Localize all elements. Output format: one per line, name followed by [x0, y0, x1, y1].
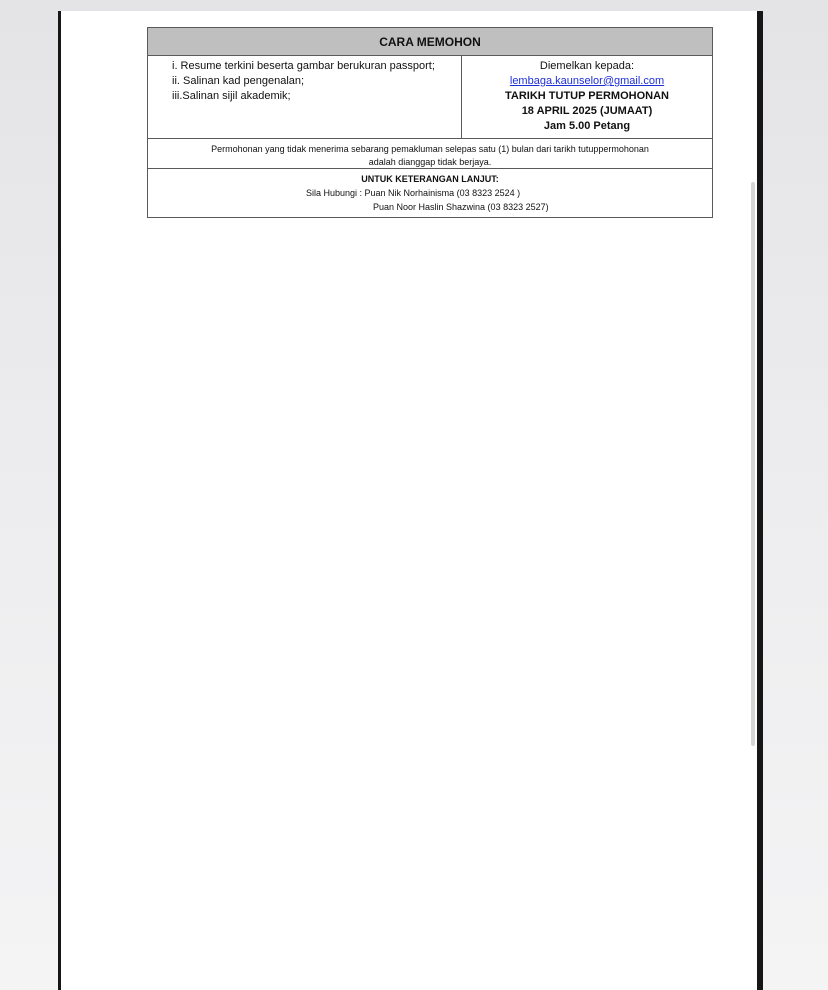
application-table [147, 27, 713, 218]
email-link[interactable]: lembaga.kaunselor@gmail.com [509, 75, 665, 87]
requirement-item: ii. Salinan kad pengenalan; [172, 75, 305, 87]
requirement-item: iii.Salinan sijil akademik; [172, 90, 291, 102]
table-header: CARA MEMOHON [148, 28, 713, 56]
scrollbar-thumb[interactable] [751, 182, 755, 746]
submission-label: Diemelkan kepada: [539, 60, 635, 72]
contact-line: Puan Noor Haslin Shazwina (03 8323 2527) [373, 202, 549, 212]
notice-cell [148, 139, 713, 169]
requirement-item: i. Resume terkini beserta gambar berukuran passport; [172, 60, 435, 72]
deadline-title: TARIKH TUTUP PERMOHONAN [505, 90, 669, 102]
submission-cell [462, 56, 713, 139]
contact-cell [148, 169, 713, 218]
notice-line: adalah dianggap tidak berjaya. [368, 156, 492, 167]
deadline-date: 18 APRIL 2025 (JUMAAT) [521, 105, 653, 117]
contact-line: Sila Hubungi : Puan Nik Norhainisma (03 8323 2524 ) [306, 188, 521, 198]
contact-title: UNTUK KETERANGAN LANJUT: [361, 174, 499, 184]
requirements-cell [148, 56, 462, 139]
deadline-time: Jam 5.00 Petang [543, 120, 631, 132]
notice-line: Permohonan yang tidak menerima sebarang pemakluman selepas satu (1) bulan dari tarikh tutuppermohonan [211, 144, 649, 154]
